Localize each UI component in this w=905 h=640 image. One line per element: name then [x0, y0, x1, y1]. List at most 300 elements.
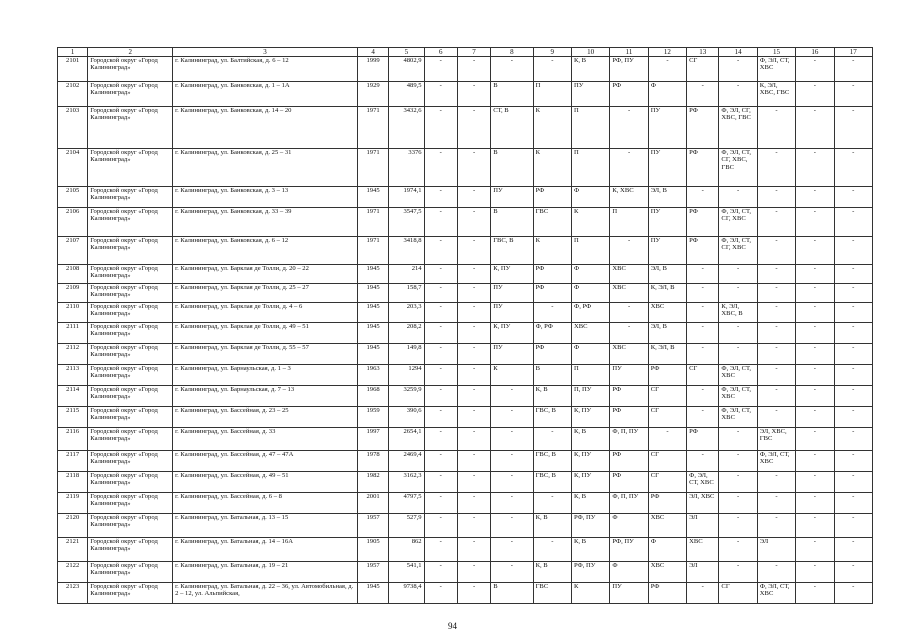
table-cell: -: [424, 365, 457, 386]
table-cell: К, ХВС: [610, 187, 648, 208]
table-cell: -: [834, 344, 872, 365]
table-cell: 1982: [357, 472, 388, 493]
table-cell: РФ, ПУ: [610, 57, 648, 82]
table-cell: -: [457, 237, 490, 265]
table-cell: РФ: [687, 149, 719, 187]
table-cell: П: [533, 82, 571, 107]
table-cell: -: [687, 583, 719, 604]
table-cell: ХВС: [610, 284, 648, 303]
table-cell: К, ЭЛ, В: [648, 344, 686, 365]
table-cell: ЭЛ, В: [648, 265, 686, 284]
table-cell: -: [757, 407, 795, 428]
table-cell: 2107: [58, 237, 88, 265]
table-cell: 1945: [357, 284, 388, 303]
table-row: [58, 265, 873, 284]
table-cell: К, В: [533, 386, 571, 407]
table-cell: Ф: [648, 82, 686, 107]
table-cell: -: [757, 303, 795, 323]
table-cell: -: [757, 562, 795, 583]
table-cell: Ф, РФ: [571, 303, 609, 323]
table-cell: 2120: [58, 514, 88, 538]
table-cell: -: [719, 562, 757, 583]
table-cell: 1945: [357, 344, 388, 365]
table-cell: -: [687, 284, 719, 303]
column-number-cell: 4: [357, 48, 388, 57]
table-cell: -: [610, 323, 648, 344]
table-cell: К, ПУ: [571, 451, 609, 472]
table-cell: -: [424, 344, 457, 365]
table-cell: СГ: [687, 365, 719, 386]
table-cell: ЭЛ, ХВС: [687, 493, 719, 514]
table-cell: СГ: [648, 386, 686, 407]
table-cell: 1945: [357, 187, 388, 208]
table-cell: 1971: [357, 149, 388, 187]
table-cell: Городской округ «Город Калининград»: [88, 208, 173, 237]
table-cell: г. Калининград, ул. Барклая де Толли, д. 4 – 6: [173, 303, 358, 323]
table-cell: К: [491, 365, 533, 386]
table-cell: -: [424, 208, 457, 237]
table-cell: -: [796, 303, 834, 323]
table-cell: -: [796, 208, 834, 237]
column-number-cell: 17: [834, 48, 872, 57]
table-cell: -: [757, 208, 795, 237]
table-cell: Городской округ «Город Калининград»: [88, 107, 173, 149]
table-cell: -: [457, 562, 490, 583]
table-cell: Городской округ «Город Калининград»: [88, 187, 173, 208]
table-cell: 1963: [357, 365, 388, 386]
table-cell: В: [491, 82, 533, 107]
table-cell: -: [687, 407, 719, 428]
table-cell: -: [491, 472, 533, 493]
column-number-cell: 16: [796, 48, 834, 57]
table-cell: К, В: [571, 493, 609, 514]
table-cell: -: [719, 472, 757, 493]
table-cell: Городской округ «Город Калининград»: [88, 365, 173, 386]
table-row: [58, 386, 873, 407]
table-cell: К: [533, 149, 571, 187]
table-cell: -: [757, 149, 795, 187]
column-number-cell: 14: [719, 48, 757, 57]
table-cell: -: [796, 451, 834, 472]
table-cell: -: [687, 323, 719, 344]
table-cell: 2112: [58, 344, 88, 365]
table-cell: 2101: [58, 57, 88, 82]
table-cell: РФ, ПУ: [571, 514, 609, 538]
table-cell: Городской округ «Город Калининград»: [88, 303, 173, 323]
table-cell: -: [796, 386, 834, 407]
table-cell: г. Калининград, ул. Батальная, д. 19 – 21: [173, 562, 358, 583]
table-cell: -: [457, 365, 490, 386]
table-cell: Городской округ «Город Калининград»: [88, 57, 173, 82]
table-row: [58, 407, 873, 428]
table-cell: -: [457, 538, 490, 562]
table-cell: -: [491, 514, 533, 538]
table-cell: -: [757, 323, 795, 344]
table-cell: РФ: [610, 386, 648, 407]
table-cell: -: [834, 323, 872, 344]
table-cell: ПУ: [491, 303, 533, 323]
table-cell: Ф, П, ПУ: [610, 428, 648, 451]
table-cell: -: [834, 237, 872, 265]
table-cell: 3418,8: [389, 237, 424, 265]
table-cell: -: [533, 303, 571, 323]
table-cell: -: [424, 472, 457, 493]
table-cell: -: [796, 562, 834, 583]
table-row: [58, 365, 873, 386]
table-cell: Ф: [648, 538, 686, 562]
table-cell: 527,9: [389, 514, 424, 538]
table-cell: ГВС, В: [533, 451, 571, 472]
table-cell: Ф, ЭЛ, СТ, ХВС: [719, 407, 757, 428]
table-cell: г. Калининград, ул. Банковская, д. 1 – 1А: [173, 82, 358, 107]
table-cell: -: [719, 323, 757, 344]
table-row: [58, 344, 873, 365]
table-cell: К: [571, 208, 609, 237]
table-cell: -: [424, 562, 457, 583]
table-cell: 3376: [389, 149, 424, 187]
table-cell: Ф, ЭЛ, СТ, СГ, ХВС: [719, 237, 757, 265]
table-cell: 2102: [58, 82, 88, 107]
table-cell: РФ: [533, 284, 571, 303]
table-cell: 1929: [357, 82, 388, 107]
table-cell: -: [796, 538, 834, 562]
table-cell: Ф: [571, 265, 609, 284]
table-cell: -: [457, 303, 490, 323]
table-cell: Ф: [610, 562, 648, 583]
column-number-cell: 5: [389, 48, 424, 57]
table-cell: ХВС: [648, 303, 686, 323]
table-cell: Городской округ «Город Калининград»: [88, 323, 173, 344]
table-cell: В: [533, 365, 571, 386]
table-cell: -: [491, 538, 533, 562]
table-cell: -: [457, 514, 490, 538]
table-cell: -: [719, 284, 757, 303]
table-cell: г. Калининград, ул. Барклая де Толли, д. 20 – 22: [173, 265, 358, 284]
table-cell: г. Калининград, ул. Банковская, д. 14 – 20: [173, 107, 358, 149]
table-cell: -: [719, 428, 757, 451]
table-cell: К, В: [533, 562, 571, 583]
table-cell: 1957: [357, 562, 388, 583]
table-cell: ХВС: [571, 323, 609, 344]
table-cell: -: [457, 208, 490, 237]
table-cell: РФ: [610, 82, 648, 107]
table-row: [58, 149, 873, 187]
table-cell: 1945: [357, 303, 388, 323]
table-cell: ХВС: [687, 538, 719, 562]
table-cell: -: [796, 428, 834, 451]
table-cell: -: [687, 451, 719, 472]
table-cell: -: [424, 82, 457, 107]
table-row: [58, 57, 873, 82]
table-cell: -: [491, 57, 533, 82]
table-cell: -: [834, 583, 872, 604]
table-cell: -: [648, 57, 686, 82]
table-cell: -: [491, 493, 533, 514]
table-cell: 2114: [58, 386, 88, 407]
table-cell: ХВС: [648, 562, 686, 583]
table-cell: -: [834, 107, 872, 149]
table-cell: ПУ: [491, 284, 533, 303]
table-cell: ЭЛ: [687, 562, 719, 583]
table-cell: -: [424, 107, 457, 149]
table-cell: -: [687, 303, 719, 323]
table-cell: ХВС: [610, 265, 648, 284]
table-cell: -: [757, 107, 795, 149]
table-cell: -: [687, 265, 719, 284]
table-cell: Ф, РФ: [533, 323, 571, 344]
table-cell: 2113: [58, 365, 88, 386]
column-number-cell: 7: [457, 48, 490, 57]
table-cell: -: [719, 514, 757, 538]
table-cell: ГВС, В: [533, 472, 571, 493]
table-cell: -: [834, 472, 872, 493]
table-cell: -: [424, 187, 457, 208]
table-cell: -: [796, 107, 834, 149]
table-cell: -: [719, 82, 757, 107]
table-cell: -: [457, 451, 490, 472]
table-cell: К, В: [571, 428, 609, 451]
column-number-cell: 10: [571, 48, 609, 57]
table-cell: -: [648, 428, 686, 451]
table-cell: Ф, ЭЛ, СТ, ХВС: [757, 57, 795, 82]
housing-register-table: [57, 47, 873, 604]
table-cell: 1997: [357, 428, 388, 451]
column-number-cell: 3: [173, 48, 358, 57]
table-cell: ПУ: [491, 187, 533, 208]
table-cell: 3432,6: [389, 107, 424, 149]
table-cell: ЭЛ, В: [648, 187, 686, 208]
table-row: [58, 284, 873, 303]
table-cell: 2106: [58, 208, 88, 237]
table-cell: К, ПУ: [571, 407, 609, 428]
table-cell: Городской округ «Город Калининград»: [88, 149, 173, 187]
table-cell: -: [491, 451, 533, 472]
table-cell: СГ: [648, 451, 686, 472]
table-cell: -: [424, 303, 457, 323]
table-cell: -: [491, 428, 533, 451]
column-number-cell: 8: [491, 48, 533, 57]
table-cell: -: [834, 407, 872, 428]
table-cell: г. Калининград, ул. Батальная, д. 22 – 36, ул. Автомобильная, д. 2 – 12, ул. Альпийская,: [173, 583, 358, 604]
table-cell: 2121: [58, 538, 88, 562]
table-cell: Ф, ЭЛ, СТ, ХВС: [687, 472, 719, 493]
table-cell: -: [424, 386, 457, 407]
table-row: [58, 323, 873, 344]
table-cell: К, ЭЛ, ХВС, В: [719, 303, 757, 323]
table-cell: 149,8: [389, 344, 424, 365]
table-cell: К, ЭЛ, ХВС, ГВС: [757, 82, 795, 107]
table-cell: -: [457, 57, 490, 82]
table-cell: Городской округ «Город Калининград»: [88, 493, 173, 514]
table-cell: Ф, ЭЛ, СТ, СГ, ХВС, ГВС: [719, 149, 757, 187]
table-cell: Ф: [571, 187, 609, 208]
table-cell: -: [719, 344, 757, 365]
table-cell: В: [491, 149, 533, 187]
table-cell: Городской округ «Город Калининград»: [88, 386, 173, 407]
table-row: [58, 562, 873, 583]
table-cell: ПУ: [571, 82, 609, 107]
table-cell: г. Калининград, ул. Балтийская, д. 6 – 12: [173, 57, 358, 82]
table-cell: Ф: [571, 344, 609, 365]
column-number-cell: 15: [757, 48, 795, 57]
table-cell: 2108: [58, 265, 88, 284]
table-cell: РФ: [687, 237, 719, 265]
table-cell: -: [719, 538, 757, 562]
table-cell: 1945: [357, 323, 388, 344]
table-cell: -: [424, 265, 457, 284]
table-cell: -: [834, 386, 872, 407]
table-cell: 1959: [357, 407, 388, 428]
table-cell: -: [424, 493, 457, 514]
table-cell: -: [719, 187, 757, 208]
table-cell: Городской округ «Город Калининград»: [88, 407, 173, 428]
column-number-cell: 9: [533, 48, 571, 57]
table-cell: ПУ: [648, 237, 686, 265]
table-cell: -: [796, 149, 834, 187]
table-cell: П: [571, 237, 609, 265]
column-number-cell: 2: [88, 48, 173, 57]
table-cell: 2115: [58, 407, 88, 428]
table-cell: 489,5: [389, 82, 424, 107]
table-cell: -: [457, 472, 490, 493]
table-cell: 214: [389, 265, 424, 284]
table-cell: -: [424, 237, 457, 265]
table-cell: РФ: [648, 493, 686, 514]
table-cell: 2103: [58, 107, 88, 149]
table-cell: -: [457, 284, 490, 303]
table-cell: РФ: [687, 107, 719, 149]
table-cell: -: [796, 187, 834, 208]
table-cell: -: [796, 344, 834, 365]
table-cell: -: [834, 149, 872, 187]
table-cell: 3547,5: [389, 208, 424, 237]
table-cell: 862: [389, 538, 424, 562]
table-cell: -: [457, 265, 490, 284]
table-cell: В: [491, 208, 533, 237]
table-cell: СТ, В: [491, 107, 533, 149]
column-number-cell: 1: [58, 48, 88, 57]
table-cell: -: [796, 265, 834, 284]
table-cell: -: [610, 303, 648, 323]
table-cell: -: [424, 451, 457, 472]
table-cell: Городской округ «Город Калининград»: [88, 472, 173, 493]
table-cell: Ф: [571, 284, 609, 303]
table-cell: РФ: [687, 428, 719, 451]
table-cell: Ф, ЭЛ, СГ, ХВС, ГВС: [719, 107, 757, 149]
table-cell: -: [796, 284, 834, 303]
table-cell: ГВС, В: [491, 237, 533, 265]
table-cell: г. Калининград, ул. Барклая де Толли, д. 49 – 51: [173, 323, 358, 344]
table-cell: -: [533, 538, 571, 562]
page-number: 94: [448, 621, 457, 631]
table-cell: -: [757, 187, 795, 208]
table-cell: ХВС: [610, 344, 648, 365]
table-cell: 203,3: [389, 303, 424, 323]
table-cell: Городской округ «Город Калининград»: [88, 237, 173, 265]
table-cell: 2117: [58, 451, 88, 472]
table-cell: -: [834, 187, 872, 208]
table-cell: РФ: [648, 365, 686, 386]
table-cell: 2104: [58, 149, 88, 187]
table-cell: -: [457, 107, 490, 149]
table-cell: РФ: [533, 265, 571, 284]
table-cell: 9738,4: [389, 583, 424, 604]
table-cell: -: [424, 284, 457, 303]
table-cell: ХВС: [648, 514, 686, 538]
table-cell: -: [424, 57, 457, 82]
table-cell: ГВС, В: [533, 407, 571, 428]
table-cell: -: [757, 386, 795, 407]
table-cell: -: [533, 57, 571, 82]
table-cell: 2116: [58, 428, 88, 451]
table-cell: -: [796, 583, 834, 604]
table-cell: г. Калининград, ул. Барнаульская, д. 7 – 13: [173, 386, 358, 407]
table-cell: Городской округ «Город Калининград»: [88, 284, 173, 303]
table-cell: 2654,1: [389, 428, 424, 451]
table-cell: К, ПУ: [491, 323, 533, 344]
table-row: [58, 472, 873, 493]
table-cell: -: [491, 562, 533, 583]
table-cell: РФ: [610, 472, 648, 493]
column-number-cell: 6: [424, 48, 457, 57]
table-cell: Городской округ «Город Калининград»: [88, 451, 173, 472]
table-cell: -: [457, 344, 490, 365]
table-cell: Ф, ЭЛ, СТ, ХВС: [719, 365, 757, 386]
table-cell: Городской округ «Город Калининград»: [88, 344, 173, 365]
table-cell: Ф, ЭЛ, СТ, ХВС: [757, 583, 795, 604]
table-cell: -: [457, 583, 490, 604]
table-cell: К: [533, 237, 571, 265]
table-cell: -: [834, 365, 872, 386]
table-cell: -: [687, 187, 719, 208]
table-cell: -: [834, 514, 872, 538]
table-cell: 2123: [58, 583, 88, 604]
table-cell: -: [834, 82, 872, 107]
table-cell: -: [424, 514, 457, 538]
table-cell: -: [610, 107, 648, 149]
table-row: [58, 82, 873, 107]
table-cell: -: [834, 303, 872, 323]
table-cell: -: [796, 365, 834, 386]
table-cell: РФ: [687, 208, 719, 237]
table-cell: -: [796, 237, 834, 265]
table-cell: П, ПУ: [571, 386, 609, 407]
table-cell: ЭЛ: [687, 514, 719, 538]
table-cell: г. Калининград, ул. Барклая де Толли, д. 55 – 57: [173, 344, 358, 365]
table-cell: -: [687, 344, 719, 365]
table-cell: 1945: [357, 265, 388, 284]
table-cell: -: [796, 57, 834, 82]
table-cell: -: [834, 428, 872, 451]
table-cell: К: [533, 107, 571, 149]
table-cell: -: [457, 187, 490, 208]
table-cell: -: [757, 472, 795, 493]
table-cell: -: [796, 514, 834, 538]
table-cell: -: [719, 493, 757, 514]
table-cell: 2122: [58, 562, 88, 583]
table-cell: 1968: [357, 386, 388, 407]
column-number-cell: 11: [610, 48, 648, 57]
table-cell: 1999: [357, 57, 388, 82]
table-cell: 2119: [58, 493, 88, 514]
table-cell: -: [757, 284, 795, 303]
table-cell: -: [719, 451, 757, 472]
table-cell: г. Калининград, ул. Барнаульская, д. 1 – 3: [173, 365, 358, 386]
table-cell: 390,6: [389, 407, 424, 428]
table-cell: 1294: [389, 365, 424, 386]
table-cell: СГ: [648, 472, 686, 493]
table-cell: -: [457, 323, 490, 344]
